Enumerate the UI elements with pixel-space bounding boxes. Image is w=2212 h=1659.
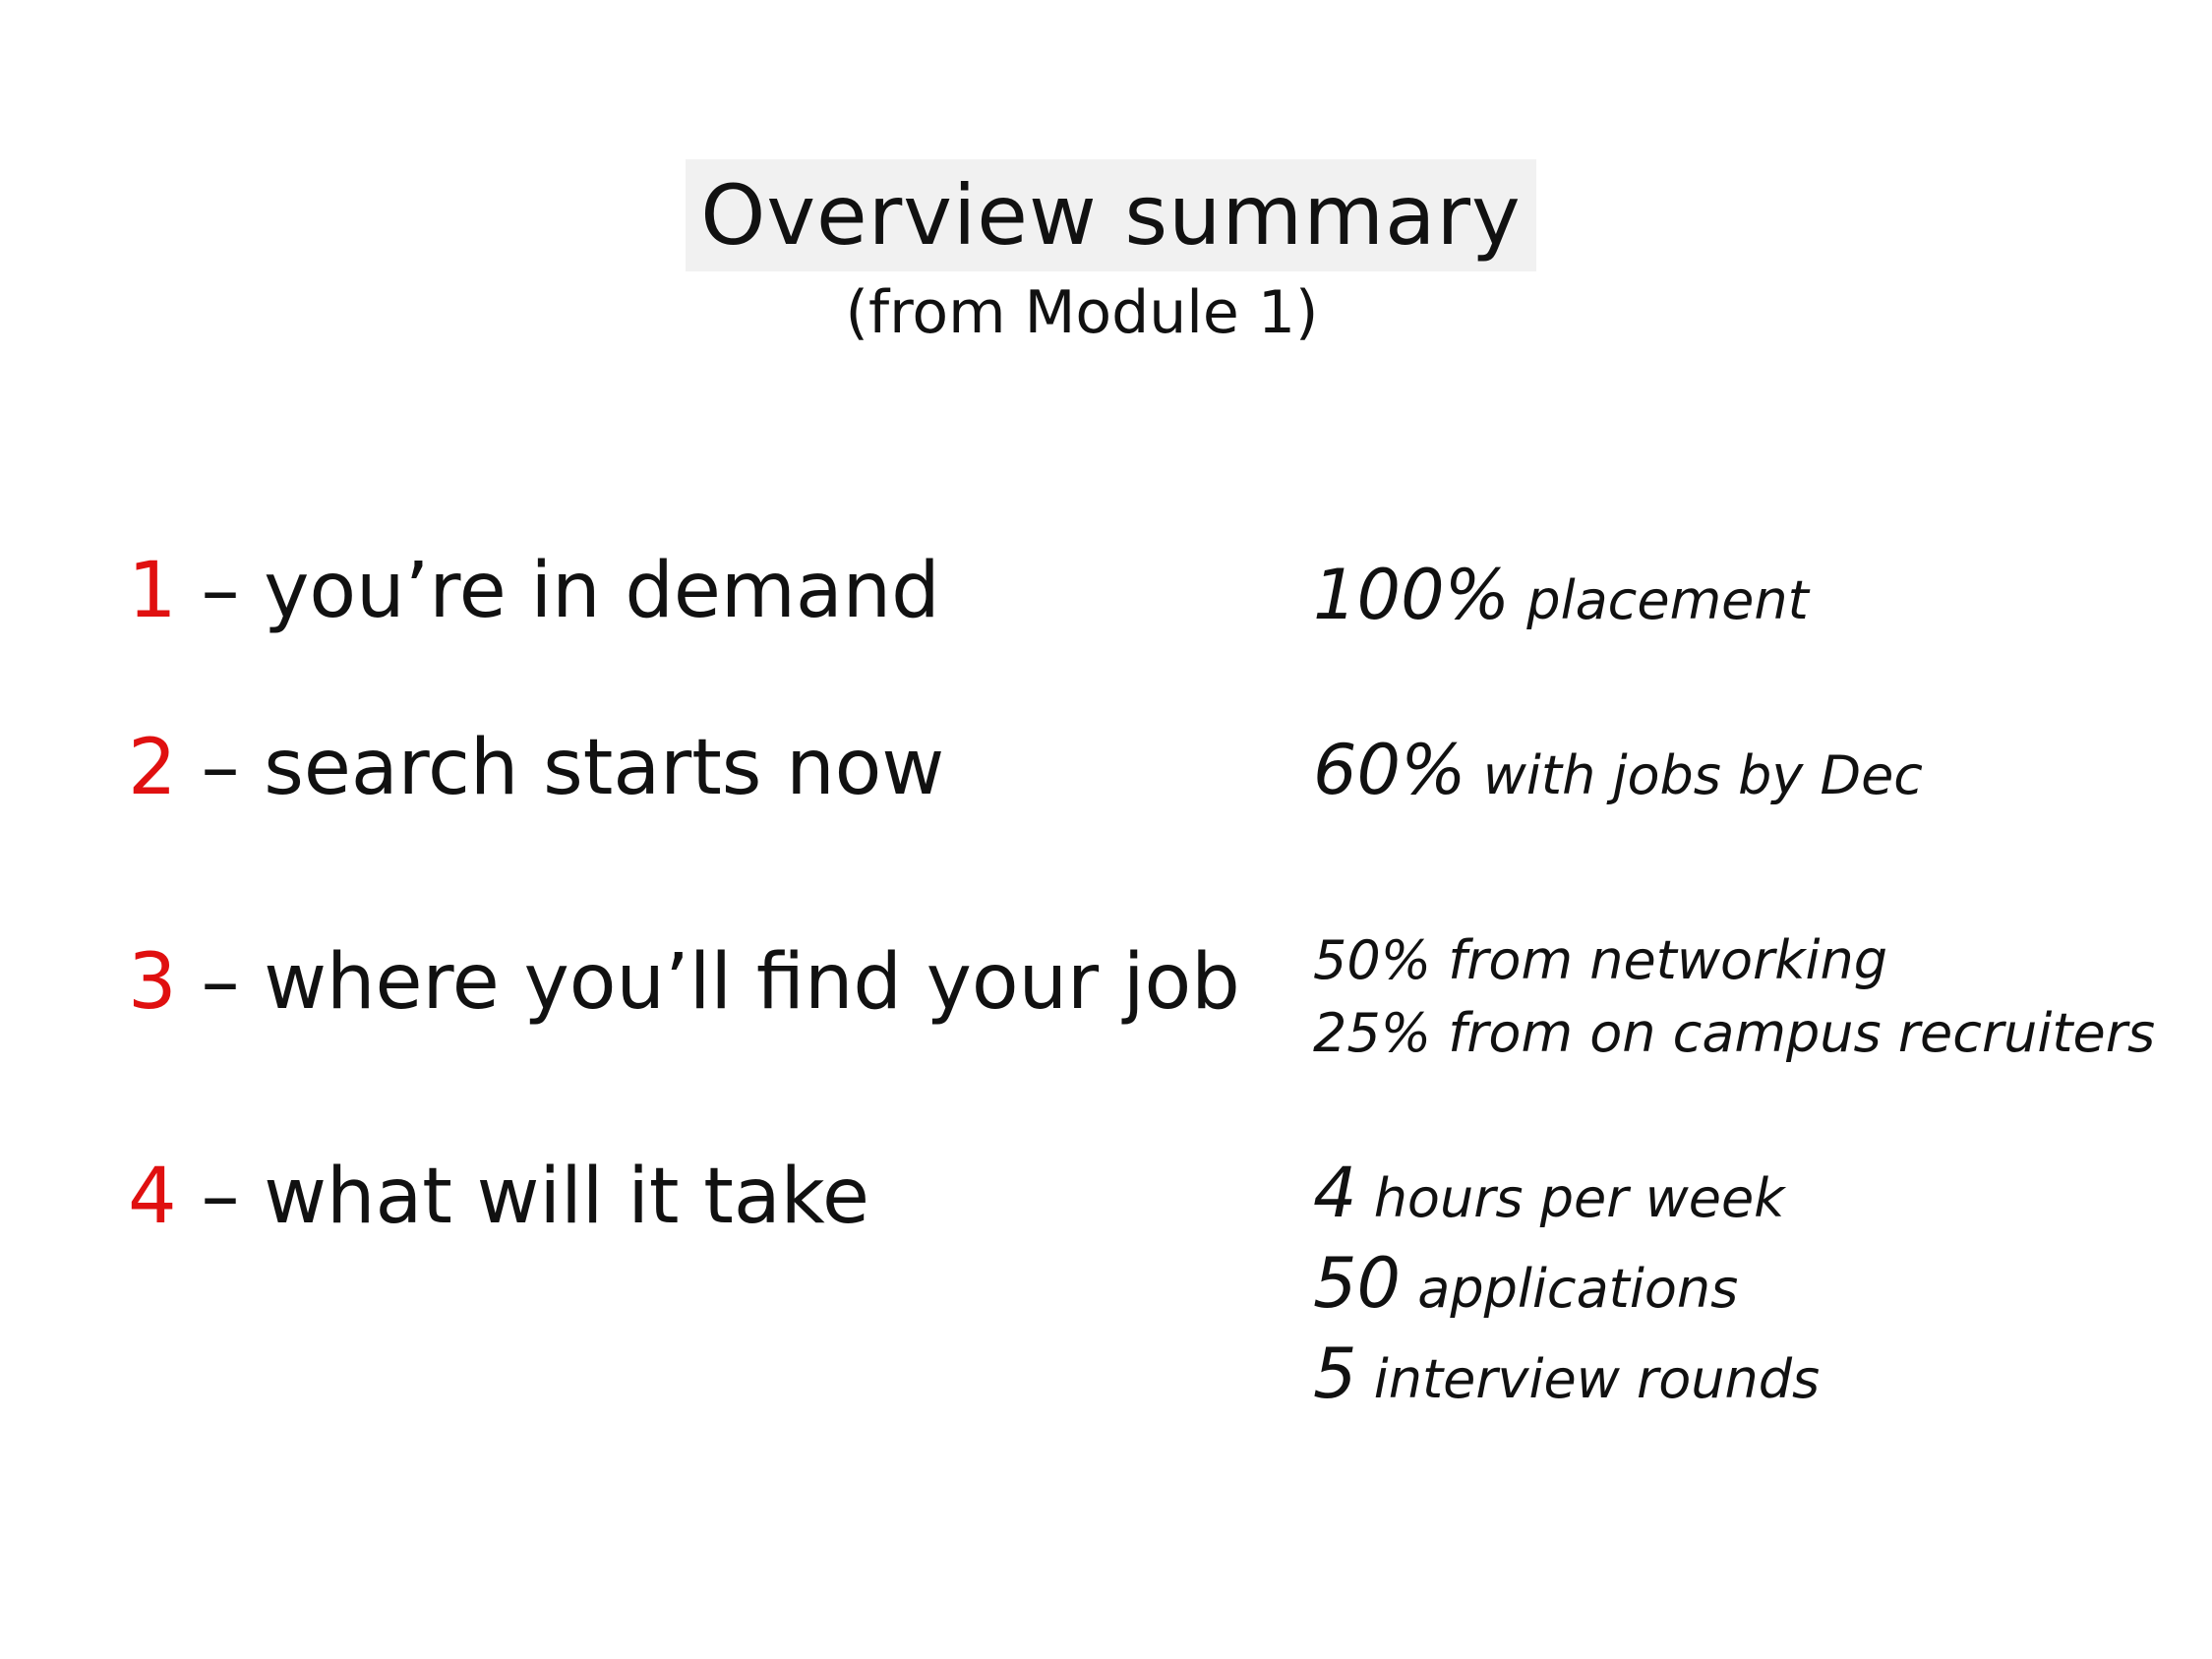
stat-line xyxy=(1313,1153,1820,1233)
point-3 xyxy=(128,938,1240,1027)
stat-text: from networking xyxy=(1431,929,1888,991)
stat-line xyxy=(1313,1002,2156,1064)
point-text: – you’re in demand xyxy=(201,547,940,635)
point-4-stats xyxy=(1313,1153,1821,1414)
point-number: 1 xyxy=(128,547,177,635)
point-text: – what will it take xyxy=(201,1153,870,1241)
stat-text: applications xyxy=(1401,1258,1739,1320)
point-4 xyxy=(128,1153,870,1241)
stat-value: 50% xyxy=(1313,929,1432,991)
point-text: – where you’ll find your job xyxy=(201,938,1240,1027)
point-3-stats xyxy=(1313,929,2156,1064)
point-2 xyxy=(128,724,945,812)
point-number: 2 xyxy=(128,724,177,812)
point-1 xyxy=(128,547,940,635)
stat-line xyxy=(1313,555,1809,635)
stat-line xyxy=(1313,929,2155,991)
stat-value: 60% xyxy=(1313,730,1466,810)
point-text: – search starts now xyxy=(201,724,945,812)
point-2-stats xyxy=(1313,730,1923,810)
stat-value: 50 xyxy=(1313,1243,1402,1324)
stat-value: 4 xyxy=(1313,1153,1357,1233)
stat-text: placement xyxy=(1510,569,1809,631)
stat-value: 5 xyxy=(1313,1333,1357,1414)
stat-value: 25% xyxy=(1313,1002,1432,1064)
stat-text: with jobs by Dec xyxy=(1465,744,1923,806)
page-subtitle: (from Module 1) xyxy=(845,278,1319,347)
stat-value: 100% xyxy=(1313,555,1511,635)
point-1-stats xyxy=(1313,555,1809,635)
stat-line xyxy=(1313,730,1923,810)
point-number: 3 xyxy=(128,938,177,1027)
title-box xyxy=(686,159,1536,271)
stat-text: interview rounds xyxy=(1356,1348,1821,1410)
page-title: Overview summary xyxy=(700,167,1522,264)
stat-text: from on campus recruiters xyxy=(1431,1002,2156,1064)
stat-text: hours per week xyxy=(1356,1167,1785,1229)
stat-line xyxy=(1313,1243,1820,1324)
point-number: 4 xyxy=(128,1153,177,1241)
stat-line xyxy=(1313,1333,1821,1414)
